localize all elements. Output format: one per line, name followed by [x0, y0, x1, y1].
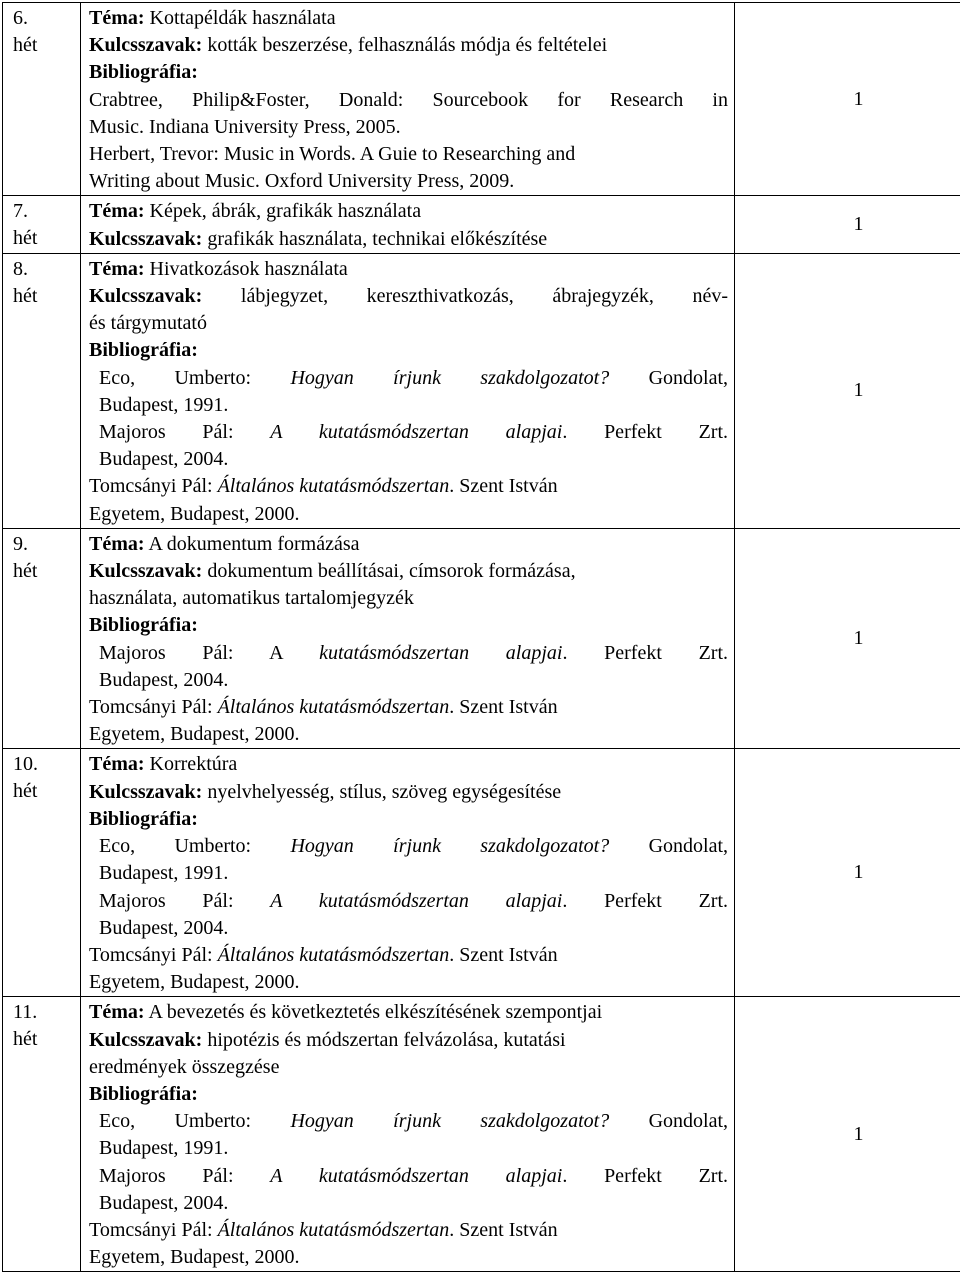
topic-text: A bevezetés és következtetés elkészítésének szempontjai: [148, 1001, 602, 1023]
table-row: [3, 253, 960, 528]
credit-cell: 1: [735, 3, 960, 196]
week-cell: [3, 3, 81, 196]
content-cell: [81, 749, 735, 997]
keywords-text: nyelvhelyesség, stílus, szöveg egységesítése: [207, 781, 561, 803]
bib-line: Budapest, 1991.: [89, 392, 728, 419]
table-row: [3, 749, 960, 997]
bib-line: Eco, Umberto: Hogyan írjunk szakdolgozatot? Gondolat,: [89, 833, 728, 860]
content-cell: [81, 196, 735, 253]
week-cell: [3, 196, 81, 253]
keywords-text-cont: használata, automatikus tartalomjegyzék: [89, 585, 728, 612]
topic-text: Hivatkozások használata: [150, 258, 348, 280]
bib-line: Budapest, 2004.: [89, 915, 728, 942]
week-word: hét: [13, 225, 80, 252]
bib-line: Eco, Umberto: Hogyan írjunk szakdolgozatot? Gondolat,: [89, 365, 728, 392]
topic-text: Korrektúra: [150, 753, 238, 775]
week-word: hét: [13, 283, 80, 310]
bibliography-label: Bibliográfia:: [89, 806, 728, 833]
bib-line: Writing about Music. Oxford University Press, 2009.: [89, 168, 728, 195]
week-word: hét: [13, 32, 80, 59]
bib-line: Eco, Umberto: Hogyan írjunk szakdolgozatot? Gondolat,: [89, 1108, 728, 1135]
keywords-label: Kulcsszavak:: [89, 34, 202, 56]
credit-cell: 1: [735, 997, 960, 1272]
week-word: hét: [13, 558, 80, 585]
keywords-label: Kulcsszavak:: [89, 781, 202, 803]
keywords-label: Kulcsszavak:: [89, 285, 202, 307]
week-cell: [3, 997, 81, 1272]
topic-label: Téma:: [89, 258, 145, 280]
bib-line: Majoros Pál: A kutatásmódszertan alapjai. Perfekt Zrt.: [89, 640, 728, 667]
table-row: [3, 196, 960, 253]
keywords-text: dokumentum beállításai, címsorok formázása,: [207, 560, 575, 582]
bib-line: Budapest, 2004.: [89, 667, 728, 694]
week-word: hét: [13, 1026, 80, 1053]
credit-cell: 1: [735, 749, 960, 997]
week-cell: [3, 749, 81, 997]
week-number: 8.: [13, 256, 80, 283]
topic-label: Téma:: [89, 1001, 145, 1023]
keywords-label: Kulcsszavak:: [89, 560, 202, 582]
bib-line: Majoros Pál: A kutatásmódszertan alapjai. Perfekt Zrt.: [89, 419, 728, 446]
topic-label: Téma:: [89, 533, 145, 555]
content-cell: [81, 3, 735, 196]
table-row: [3, 528, 960, 749]
keywords-label: Kulcsszavak:: [89, 228, 202, 250]
week-number: 7.: [13, 198, 80, 225]
credit-cell: 1: [735, 253, 960, 528]
bib-line: Budapest, 2004.: [89, 1190, 728, 1217]
week-number: 11.: [13, 999, 80, 1026]
bibliography-label: Bibliográfia:: [89, 59, 728, 86]
bib-line: Budapest, 2004.: [89, 446, 728, 473]
keywords-text-cont: és tárgymutató: [89, 310, 728, 337]
week-word: hét: [13, 778, 80, 805]
bib-line: Crabtree, Philip&Foster, Donald: Sourcebook for Research in: [89, 87, 728, 114]
bib-line: Tomcsányi Pál: Általános kutatásmódszertan. Szent István: [89, 694, 728, 721]
keywords-text: lábjegyzet, kereszthivatkozás, ábrajegyzék, név-: [241, 285, 728, 307]
bibliography-label: Bibliográfia:: [89, 612, 728, 639]
bib-line: Egyetem, Budapest, 2000.: [89, 501, 728, 528]
keywords-text: grafikák használata, technikai előkészítése: [207, 228, 547, 250]
content-cell: [81, 997, 735, 1272]
topic-label: Téma:: [89, 753, 145, 775]
credit-cell: 1: [735, 196, 960, 253]
topic-text: A dokumentum formázása: [148, 533, 359, 555]
topic-label: Téma:: [89, 7, 145, 29]
syllabus-table: [2, 2, 960, 1272]
week-cell: [3, 253, 81, 528]
credit-cell: 1: [735, 528, 960, 749]
week-number: 9.: [13, 531, 80, 558]
bib-line: Majoros Pál: A kutatásmódszertan alapjai. Perfekt Zrt.: [89, 888, 728, 915]
bibliography-label: Bibliográfia:: [89, 1081, 728, 1108]
bib-line: Egyetem, Budapest, 2000.: [89, 721, 728, 748]
topic-text: Kottapéldák használata: [150, 7, 336, 29]
bib-line: Majoros Pál: A kutatásmódszertan alapjai. Perfekt Zrt.: [89, 1163, 728, 1190]
topic-text: Képek, ábrák, grafikák használata: [150, 200, 422, 222]
bib-line: Egyetem, Budapest, 2000.: [89, 969, 728, 996]
table-row: [3, 997, 960, 1272]
bib-line: Tomcsányi Pál: Általános kutatásmódszertan. Szent István: [89, 942, 728, 969]
bib-line: Music. Indiana University Press, 2005.: [89, 114, 728, 141]
bib-line: Tomcsányi Pál: Általános kutatásmódszertan. Szent István: [89, 1217, 728, 1244]
keywords-text: kották beszerzése, felhasználás módja és feltételei: [207, 34, 607, 56]
bib-line: Egyetem, Budapest, 2000.: [89, 1244, 728, 1271]
keywords-label: Kulcsszavak:: [89, 1029, 202, 1051]
week-number: 6.: [13, 5, 80, 32]
table-row: [3, 3, 960, 196]
bib-line: Herbert, Trevor: Music in Words. A Guie to Researching and: [89, 141, 728, 168]
content-cell: [81, 253, 735, 528]
week-number: 10.: [13, 751, 80, 778]
bibliography-label: Bibliográfia:: [89, 337, 728, 364]
keywords-text: hipotézis és módszertan felvázolása, kutatási: [207, 1029, 565, 1051]
content-cell: [81, 528, 735, 749]
week-cell: [3, 528, 81, 749]
bib-line: Budapest, 1991.: [89, 860, 728, 887]
topic-label: Téma:: [89, 200, 145, 222]
bib-line: Budapest, 1991.: [89, 1135, 728, 1162]
keywords-text-cont: eredmények összegzése: [89, 1054, 728, 1081]
bib-line: Tomcsányi Pál: Általános kutatásmódszertan. Szent István: [89, 473, 728, 500]
